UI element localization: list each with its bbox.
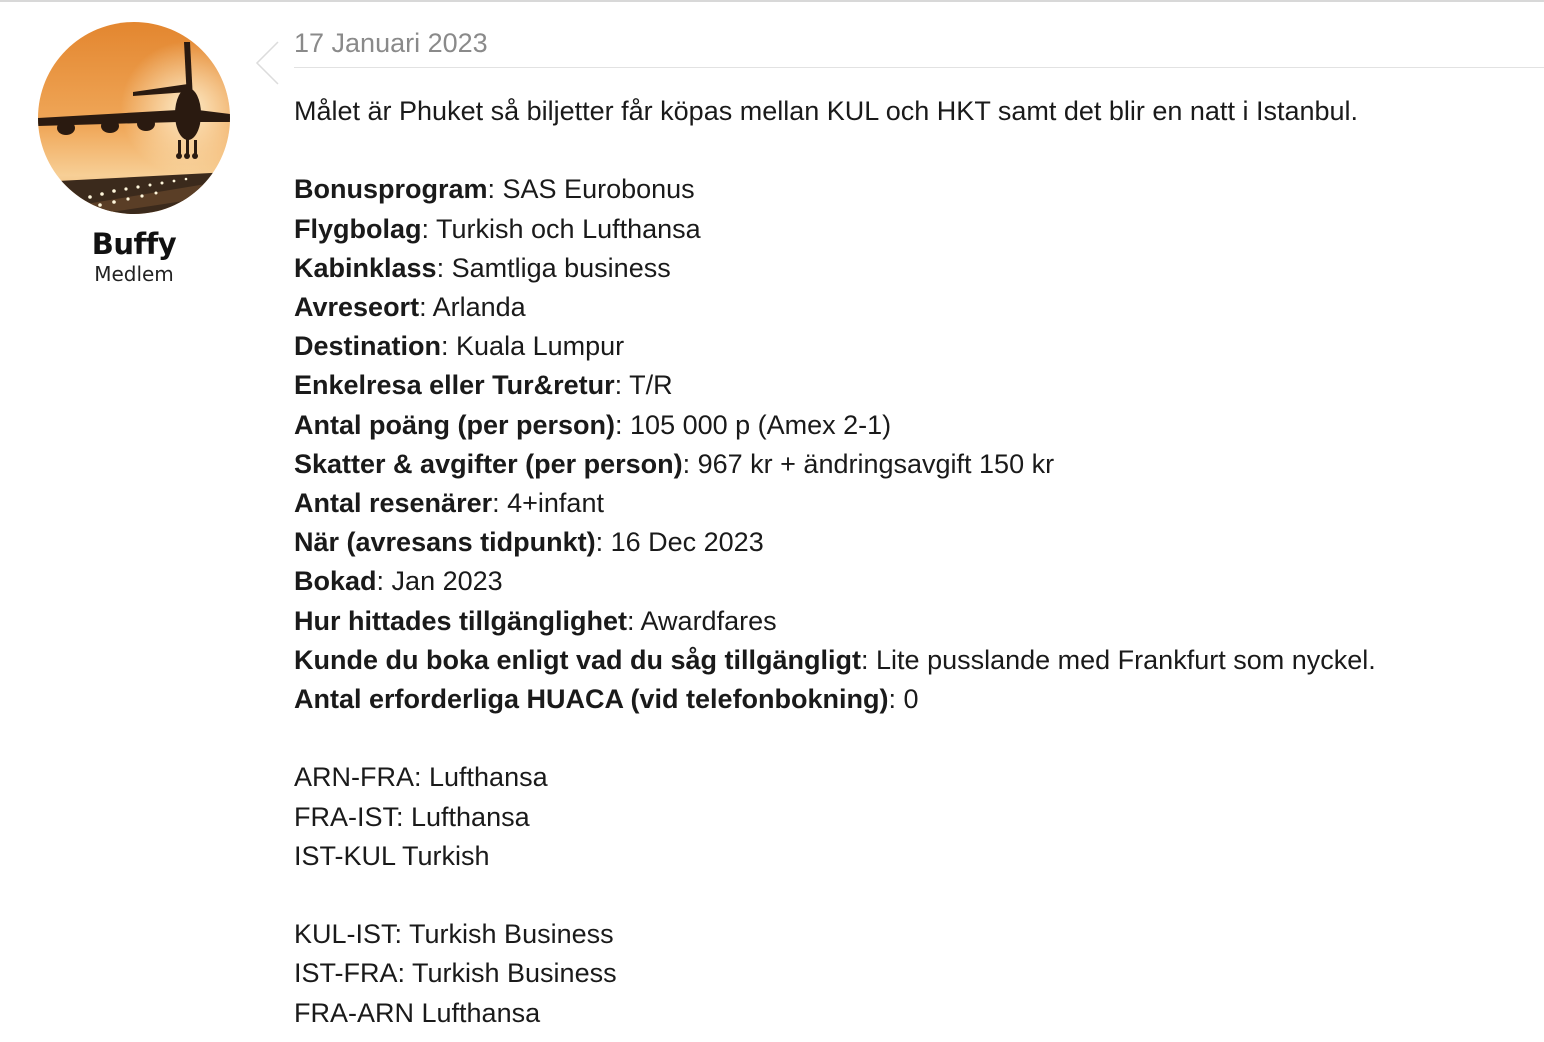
field-row: Bokad: Jan 2023 (294, 566, 503, 597)
field-label: Kabinklass (294, 252, 437, 283)
field-value: Arlanda (432, 292, 526, 322)
field-row: Enkelresa eller Tur&retur: T/R (294, 370, 673, 401)
field-row: Destination: Kuala Lumpur (294, 331, 625, 362)
field-value: T/R (629, 370, 673, 401)
top-divider (0, 0, 1544, 2)
field-value: 16 Dec 2023 (610, 527, 764, 558)
field-label: Antal erforderliga HUACA (vid telefonbokning) (294, 684, 889, 715)
flight-segment: ARN-FRA: Lufthansa (294, 762, 548, 793)
flight-segment: FRA-ARN Lufthansa (294, 997, 541, 1028)
post-author (38, 22, 230, 285)
flight-segment: IST-FRA: Turkish Business (294, 958, 617, 989)
field-value: Jan 2023 (391, 566, 503, 597)
field-value: 4+infant (507, 488, 604, 519)
field-value: 0 (903, 684, 919, 715)
airplane-landing-sunset-avatar-icon (38, 22, 230, 214)
field-label: Avreseort (294, 292, 420, 322)
field-label: Hur hittades tillgänglighet (294, 605, 628, 636)
paragraph-gap (294, 876, 1544, 915)
field-label: Antal poäng (per person) (294, 409, 616, 440)
flight-segment: FRA-IST: Lufthansa (294, 801, 530, 832)
flight-segment: IST-KUL Turkish (294, 840, 490, 871)
field-row: Antal resenärer: 4+infant (294, 488, 604, 519)
field-row: När (avresans tidpunkt): 16 Dec 2023 (294, 527, 764, 558)
field-label: Flygbolag (294, 213, 422, 244)
author-name[interactable]: Buffy (91, 227, 177, 261)
post-intro: Målet är Phuket så biljetter får köpas mellan KUL och HKT samt det blir en natt i Istanbul. (294, 96, 1359, 126)
field-row: Hur hittades tillgänglighet: Awardfares (294, 605, 777, 636)
field-row: Antal poäng (per person): 105 000 p (Amex 2-1) (294, 409, 892, 440)
field-label: Bokad (294, 566, 377, 597)
post-message (294, 24, 1544, 1033)
flight-segment: KUL-IST: Turkish Business (294, 919, 614, 950)
field-row: Kabinklass: Samtliga business (294, 252, 671, 283)
message-pointer-arrow (254, 40, 280, 86)
field-value: Lite pusslande med Frankfurt som nyckel. (876, 644, 1376, 675)
field-label: Antal resenärer (294, 488, 493, 519)
field-row: Flygbolag: Turkish och Lufthansa (294, 213, 701, 244)
field-label: När (avresans tidpunkt) (294, 527, 596, 558)
field-value: 105 000 p (Amex 2-1) (630, 409, 892, 440)
field-label: Kunde du boka enligt vad du såg tillgängligt (294, 644, 862, 675)
field-label: Destination (294, 331, 442, 362)
post-date[interactable]: 17 Januari 2023 (294, 24, 1544, 68)
paragraph-gap (294, 131, 1544, 170)
field-row: Avreseort: Arlanda (294, 292, 526, 322)
author-role: Medlem (94, 262, 174, 286)
field-label: Enkelresa eller Tur&retur (294, 370, 615, 401)
post-body (294, 92, 1544, 1033)
field-value: Awardfares (640, 605, 777, 636)
field-row: Bonusprogram: SAS Eurobonus (294, 174, 695, 205)
field-row: Antal erforderliga HUACA (vid telefonbokning): 0 (294, 684, 919, 715)
field-label: Bonusprogram (294, 174, 488, 205)
field-value: Samtliga business (451, 252, 671, 283)
author-avatar[interactable] (38, 22, 230, 214)
field-row: Kunde du boka enligt vad du såg tillgängligt: Lite pusslande med Frankfurt som nyckel. (294, 644, 1376, 675)
field-row: Skatter & avgifter (per person): 967 kr + ändringsavgift 150 kr (294, 448, 1055, 479)
field-value: Kuala Lumpur (456, 331, 625, 362)
paragraph-gap (294, 719, 1544, 758)
field-value: 967 kr + ändringsavgift 150 kr (697, 448, 1055, 479)
field-label: Skatter & avgifter (per person) (294, 448, 683, 479)
field-value: Turkish och Lufthansa (436, 213, 701, 244)
field-value: SAS Eurobonus (502, 174, 695, 205)
